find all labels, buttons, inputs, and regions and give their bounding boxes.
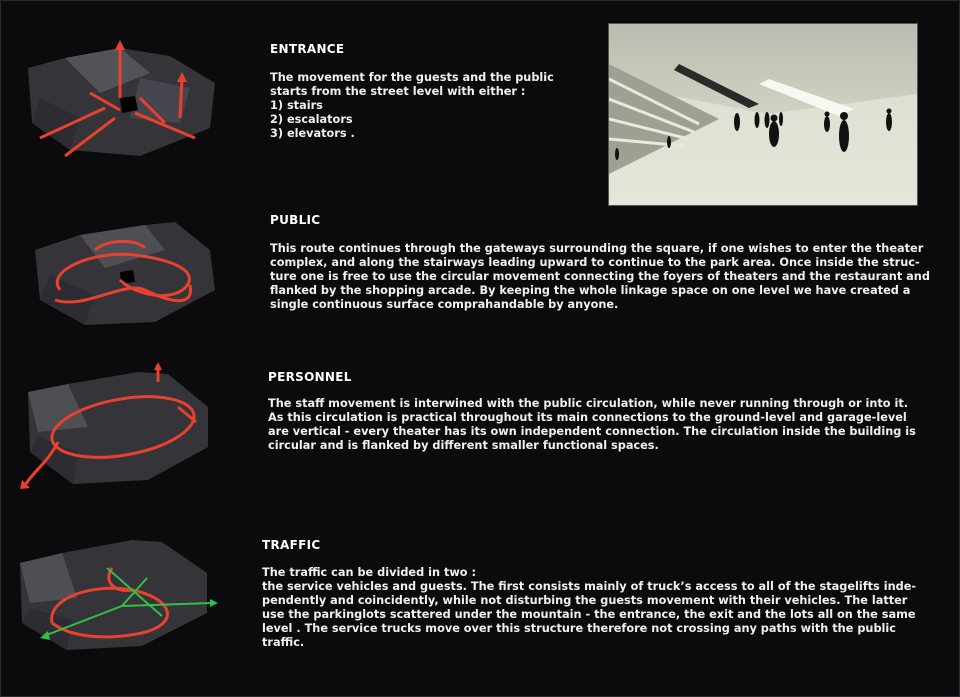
text-line: ture one is free to use the circular movement connecting the foyers of theaters and the restaurant and	[270, 270, 930, 283]
text-line: level . The service trucks move over this structure therefore not crossing any paths with the public	[262, 622, 896, 635]
section-body-personnel	[268, 397, 948, 453]
text-line: complex, and along the stairways leading upward to continue to the park area. Once inside the struc-	[270, 256, 920, 269]
text-line: As this circulation is practical throughout its main connections to the ground-level and garage-level	[268, 411, 907, 424]
text-line: 3) elevators .	[270, 127, 355, 140]
section-heading-public: PUBLIC	[270, 213, 321, 227]
section-heading-traffic: TRAFFIC	[262, 538, 321, 552]
section-body-entrance	[270, 71, 590, 141]
text-line: starts from the street level with either :	[270, 85, 526, 98]
text-line: 1) stairs	[270, 99, 323, 112]
text-line: circular and is flanked by different smaller functional spaces.	[268, 439, 659, 452]
section-heading-personnel: PERSONNEL	[268, 370, 352, 384]
text-line: This route continues through the gateways surrounding the square, if one wishes to enter the theater	[270, 242, 924, 255]
text-line: 2) escalators	[270, 113, 353, 126]
text-line: pendently and coincidently, while not disturbing the guests movement with their vehicles. The latter	[262, 594, 908, 607]
section-body-public	[270, 242, 950, 312]
traffic-circulation-diagram	[12, 528, 227, 658]
text-line: are vertical - every theater has its own independent connection. The circulation inside the building is	[268, 425, 916, 438]
text-line: the service vehicles and guests. The first consists mainly of truck’s access to all of the stagelifts inde-	[262, 580, 917, 593]
personnel-circulation-diagram	[18, 362, 228, 492]
interior-render-photo	[608, 23, 918, 206]
text-line: flanked by the shopping arcade. By keeping the whole linkage space on one level we have created a	[270, 284, 911, 297]
section-heading-entrance: ENTRANCE	[270, 42, 345, 56]
text-line: The staff movement is interwined with the public circulation, while never running through or into it.	[268, 397, 909, 410]
text-line: use the parkinglots scattered under the mountain - the entrance, the exit and the lots all on the same	[262, 608, 916, 621]
text-line: traffic.	[262, 636, 305, 649]
public-circulation-diagram	[25, 210, 235, 335]
section-body-traffic	[262, 566, 952, 650]
entrance-circulation-diagram	[20, 38, 230, 168]
text-line: single continuous surface comprahandable by anyone.	[270, 298, 619, 311]
text-line: The traffic can be divided in two :	[262, 566, 477, 579]
text-line: The movement for the guests and the public	[270, 71, 554, 84]
